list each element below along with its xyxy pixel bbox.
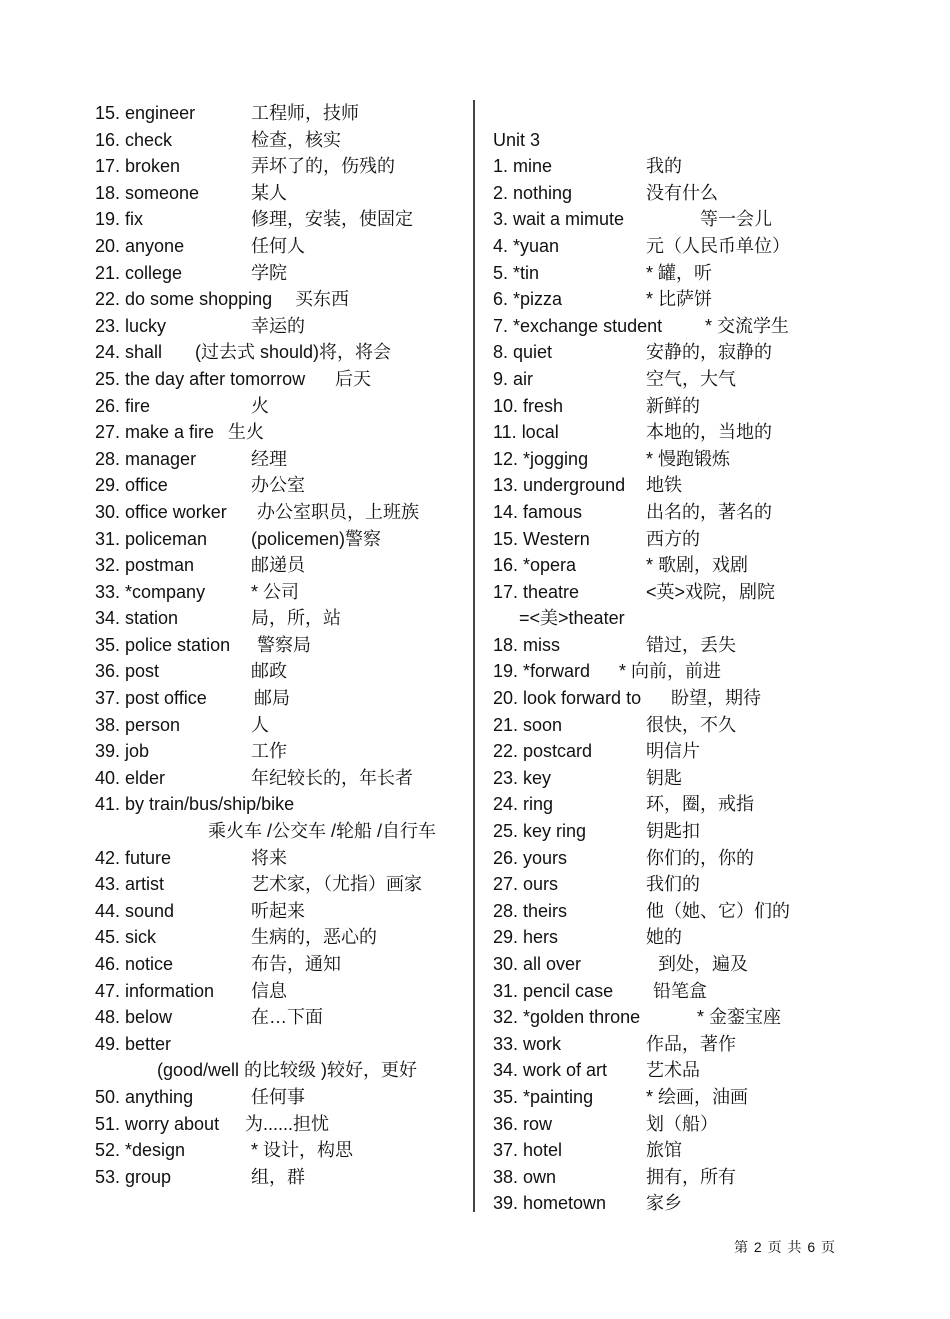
vocab-meaning: * 交流学生 [705,315,790,336]
vocab-row [493,818,893,845]
vocab-word: 40. elder [95,767,166,788]
vocab-meaning: 我们的 [646,874,700,895]
vocab-row [95,127,465,154]
vocab-meaning: * 歌剧，戏剧 [646,555,749,576]
vocab-row [95,632,465,659]
vocab-meaning: 艺术品 [646,1060,700,1081]
vocab-meaning: 学院 [251,262,287,283]
vocab-word: 12. *jogging [493,448,589,469]
vocab-row [95,233,465,260]
vocab-row [95,978,465,1005]
vocab-word: 26. yours [493,847,568,868]
vocab-meaning: (policemen)警察 [251,528,382,549]
vocab-meaning: 布告，通知 [251,954,341,974]
vocab-row [493,765,893,792]
vocab-meaning: 环，圈，戒指 [646,794,754,815]
vocab-meaning: 听起来 [251,900,305,921]
vocab-meaning: 没有什么 [646,182,718,203]
vocab-row [493,100,893,127]
vocab-row [493,260,893,287]
vocab-meaning: 警察局 [257,634,311,655]
vocab-row [95,951,465,978]
vocab-row [95,1111,465,1138]
vocab-word: 25. the day after tomorrow [95,368,306,389]
vocab-word: 32. *golden throne [493,1007,641,1028]
vocab-meaning: 将来 [251,847,287,868]
vocab-meaning: 空气，大气 [646,368,736,389]
vocab-word: 16. check [95,129,173,150]
vocab-row [95,180,465,207]
vocab-row [95,499,465,526]
vocab-row [95,1084,465,1111]
vocab-row [95,605,465,632]
vocab-word: 39. job [95,741,150,762]
vocab-meaning: 艺术家，（尤指）画家 [251,874,422,895]
vocab-row [95,260,465,287]
vocab-word: 25. key ring [493,821,587,842]
vocab-word: 36. post [95,661,160,682]
vocab-meaning: 买东西 [295,289,349,310]
vocab-word: 50. anything [95,1086,194,1107]
vocab-row [95,712,465,739]
vocab-row [493,951,893,978]
vocab-row [493,712,893,739]
vocab-meaning: 办公室职员，上班族 [257,501,419,522]
vocab-row [95,818,465,845]
vocab-word: 28. manager [95,448,197,469]
vocab-row [493,1031,893,1058]
vocab-meaning: 办公室 [251,475,305,496]
vocab-meaning: 在…下面 [251,1007,323,1028]
vocab-word: 37. hotel [493,1140,563,1161]
vocab-row [95,153,465,180]
vocab-row [95,286,465,313]
vocab-row [95,313,465,340]
vocab-row [95,658,465,685]
vocab-meaning: * 公司 [251,581,300,602]
vocab-meaning: 盼望，期待 [671,688,761,709]
vocab-row [95,472,465,499]
vocab-row [95,446,465,473]
vocab-meaning: 出名的，著名的 [646,501,772,522]
right-vocab-column [493,100,893,1217]
vocab-meaning: =<美>theater [519,608,625,629]
vocab-word: 1. mine [493,156,553,177]
vocab-meaning: 生病的，恶心的 [251,927,377,948]
vocab-meaning: 邮局 [254,688,290,709]
vocab-row [493,233,893,260]
vocab-word: 42. future [95,847,172,868]
vocab-meaning: 作品，著作 [646,1033,736,1054]
vocab-row [493,499,893,526]
vocab-word: 15. Western [493,528,590,549]
vocab-word: 7. *exchange student [493,315,663,336]
vocab-word: 51. worry about [95,1113,220,1134]
vocab-meaning: 组，群 [251,1166,305,1187]
vocab-word: 2. nothing [493,182,573,203]
vocab-word: 30. all over [493,954,582,974]
vocab-meaning: 西方的 [646,528,700,549]
vocab-row [493,153,893,180]
vocab-word: 34. station [95,608,179,629]
vocab-word: 45. sick [95,927,157,948]
vocab-row [493,579,893,606]
vocab-word: 35. police station [95,634,231,655]
vocab-word: 23. lucky [95,315,167,336]
vocab-word: 8. quiet [493,342,553,363]
vocab-meaning: 我的 [646,156,682,177]
vocab-row [95,1004,465,1031]
vocab-word: 24. ring [493,794,554,815]
vocab-row [493,871,893,898]
vocab-meaning: 经理 [251,448,287,469]
vocab-meaning: 你们的，你的 [646,847,754,868]
vocab-meaning: 幸运的 [251,315,305,336]
vocab-meaning: 邮政 [251,661,287,682]
vocab-row [95,1057,465,1084]
vocab-meaning: * 比萨饼 [646,289,713,310]
left-vocab-column [95,100,465,1190]
vocab-word: 43. artist [95,874,165,895]
vocab-meaning: * 金銮宝座 [697,1007,782,1028]
vocab-meaning: 信息 [251,980,287,1001]
vocab-row [493,1190,893,1217]
vocab-meaning: 乘火车 /公交车 /轮船 /自行车 [208,821,437,842]
vocab-word: 17. broken [95,156,181,177]
vocab-word: 49. better [95,1033,172,1054]
vocab-word: 34. work of art [493,1060,608,1081]
vocab-meaning: 等一会儿 [700,209,772,230]
vocab-meaning: 局，所，站 [251,608,341,629]
vocab-meaning: 铅笔盒 [653,980,707,1001]
vocab-meaning: 修理，安装，使固定 [251,209,413,230]
vocab-row [493,552,893,579]
vocab-word: 10. fresh [493,395,564,416]
vocab-row [493,605,893,632]
vocab-meaning: 安静的，寂静的 [646,342,772,363]
vocab-word: 41. by train/bus/ship/bike [95,794,295,815]
vocab-row [493,419,893,446]
vocab-meaning: 她的 [646,927,682,948]
vocab-row [95,765,465,792]
vocab-word: 46. notice [95,954,174,974]
vocab-word: 36. row [493,1113,553,1134]
vocab-word: 29. hers [493,927,559,948]
vocab-word: 6. *pizza [493,289,563,310]
vocab-row [493,1111,893,1138]
vocab-meaning: 错过，丢失 [646,634,736,655]
vocab-word: 27. make a fire [95,422,215,443]
vocab-word: 27. ours [493,874,559,895]
vocab-row [493,791,893,818]
vocab-row [493,206,893,233]
vocab-meaning: * 绘画，油画 [646,1086,749,1107]
page-footer: 第 2 页 共 6 页 [734,1239,837,1255]
vocab-word: 33. work [493,1033,562,1054]
vocab-word: 16. *opera [493,555,577,576]
vocab-row [493,1164,893,1191]
vocab-meaning: 人 [251,714,269,735]
vocab-meaning: (过去式 should)将，将会 [195,342,392,363]
vocab-word: 19. *forward [493,661,591,682]
vocab-row [493,658,893,685]
vocab-word: 20. look forward to [493,688,642,709]
vocab-word: 22. postcard [493,741,593,762]
vocab-row [493,339,893,366]
vocab-meaning: 邮递员 [251,555,305,576]
vocab-row [95,898,465,925]
vocab-meaning: 弄坏了的，伤残的 [251,156,395,177]
vocab-row [95,552,465,579]
vocab-row [493,898,893,925]
vocab-row [95,526,465,553]
vocab-row [95,924,465,951]
vocab-word: 30. office worker [95,501,227,522]
vocab-word: 31. policeman [95,528,208,549]
vocab-row [493,1004,893,1031]
vocab-row [493,180,893,207]
vocab-word: 20. anyone [95,235,185,256]
vocab-word: 31. pencil case [493,980,614,1001]
vocab-row [493,366,893,393]
vocab-row [493,685,893,712]
vocab-meaning: 旅馆 [646,1140,682,1161]
vocab-word: 23. key [493,767,552,788]
vocab-meaning: 工程师，技师 [251,103,359,123]
vocab-meaning: 工作 [251,741,287,762]
vocab-meaning: 地铁 [646,475,682,496]
vocab-meaning: 任何人 [251,235,305,256]
vocab-meaning: (good/well 的比较级 )较好，更好 [157,1060,418,1081]
vocab-row [95,419,465,446]
vocab-meaning: 检查，核实 [251,129,341,150]
vocab-row [95,1164,465,1191]
vocab-meaning: 元（人民币单位） [646,235,790,256]
vocab-row [95,339,465,366]
vocab-meaning: <英>戏院，剧院 [646,581,776,602]
vocab-word: 19. fix [95,209,144,230]
vocab-row [95,871,465,898]
vocab-word: 21. soon [493,714,563,735]
vocab-row [95,1137,465,1164]
vocab-word: 44. sound [95,900,175,921]
vocab-word: 18. someone [95,182,200,203]
vocab-word: 52. *design [95,1140,186,1161]
vocab-row [493,472,893,499]
vocab-row [493,286,893,313]
vocab-meaning: * 慢跑锻炼 [646,448,731,469]
vocab-word: 24. shall [95,342,163,363]
vocab-row [95,579,465,606]
vocab-row [493,632,893,659]
vocab-meaning: 新鲜的 [646,395,700,416]
vocab-meaning: 火 [251,395,269,416]
vocab-word: 3. wait a mimute [493,209,625,230]
vocab-meaning: 生火 [228,422,264,443]
vocab-meaning: 钥匙扣 [646,821,700,842]
vocab-row [493,313,893,340]
vocab-row [95,738,465,765]
vocab-row [95,845,465,872]
vocab-row [493,1137,893,1164]
vocab-row [493,446,893,473]
vocab-word: 11. local [493,422,559,443]
vocab-row [493,393,893,420]
vocab-word: 9. air [493,368,534,389]
vocab-meaning: * 向前，前进 [619,661,722,682]
vocab-row [493,738,893,765]
vocab-word: 21. college [95,262,183,283]
vocab-word: 35. *painting [493,1086,594,1107]
vocab-meaning: * 设计，构思 [251,1140,354,1161]
vocab-word: 4. *yuan [493,235,560,256]
vocab-word: 18. miss [493,634,561,655]
vocab-row [95,685,465,712]
vocab-word: 15. engineer [95,103,196,123]
vocab-meaning: 拥有，所有 [646,1166,736,1187]
vocab-meaning: 某人 [251,182,287,203]
vocab-meaning: 任何事 [251,1086,305,1107]
vocab-word: 29. office [95,475,168,496]
vocab-word: 26. fire [95,395,151,416]
vocab-row [95,366,465,393]
vocab-meaning: 后天 [335,368,371,389]
column-divider [473,100,475,1212]
vocab-word: 33. *company [95,581,206,602]
vocab-meaning: 他（她、它）们的 [646,900,790,921]
vocab-row [95,791,465,818]
vocab-meaning: 本地的，当地的 [646,422,772,443]
vocab-row [95,100,465,127]
vocab-row [493,845,893,872]
vocab-row [493,1084,893,1111]
vocab-word: 47. information [95,980,215,1001]
vocab-word: 32. postman [95,555,195,576]
vocab-meaning: 钥匙 [646,767,682,788]
vocab-row [493,978,893,1005]
vocab-word: 28. theirs [493,900,568,921]
vocab-word: 48. below [95,1007,173,1028]
vocab-word: 37. post office [95,688,207,709]
vocab-meaning: 明信片 [646,741,700,762]
vocab-word: 38. person [95,714,181,735]
vocab-meaning: 划（船） [646,1113,718,1134]
vocab-row [493,924,893,951]
vocab-word: 53. group [95,1166,172,1187]
vocab-word: 17. theatre [493,581,580,602]
vocab-word: 13. underground [493,475,626,496]
vocab-row [95,393,465,420]
vocab-word: 22. do some shopping [95,289,273,310]
vocab-meaning: 很快，不久 [646,714,736,735]
vocab-row [493,127,893,154]
vocab-meaning: * 罐，听 [646,262,713,283]
vocab-word: 5. *tin [493,262,540,283]
vocab-meaning: 到处，遍及 [658,954,748,974]
vocab-word: Unit 3 [493,129,541,150]
vocab-row [95,206,465,233]
vocab-row [95,1031,465,1058]
vocab-row [493,1057,893,1084]
vocab-meaning: 家乡 [646,1193,682,1214]
vocab-word: 38. own [493,1166,557,1187]
vocab-word: 14. famous [493,501,583,522]
vocab-meaning: 年纪较长的，年长者 [251,767,413,788]
vocab-row [493,526,893,553]
vocab-meaning: 为......担忧 [245,1113,330,1134]
vocab-word: 39. hometown [493,1193,607,1214]
